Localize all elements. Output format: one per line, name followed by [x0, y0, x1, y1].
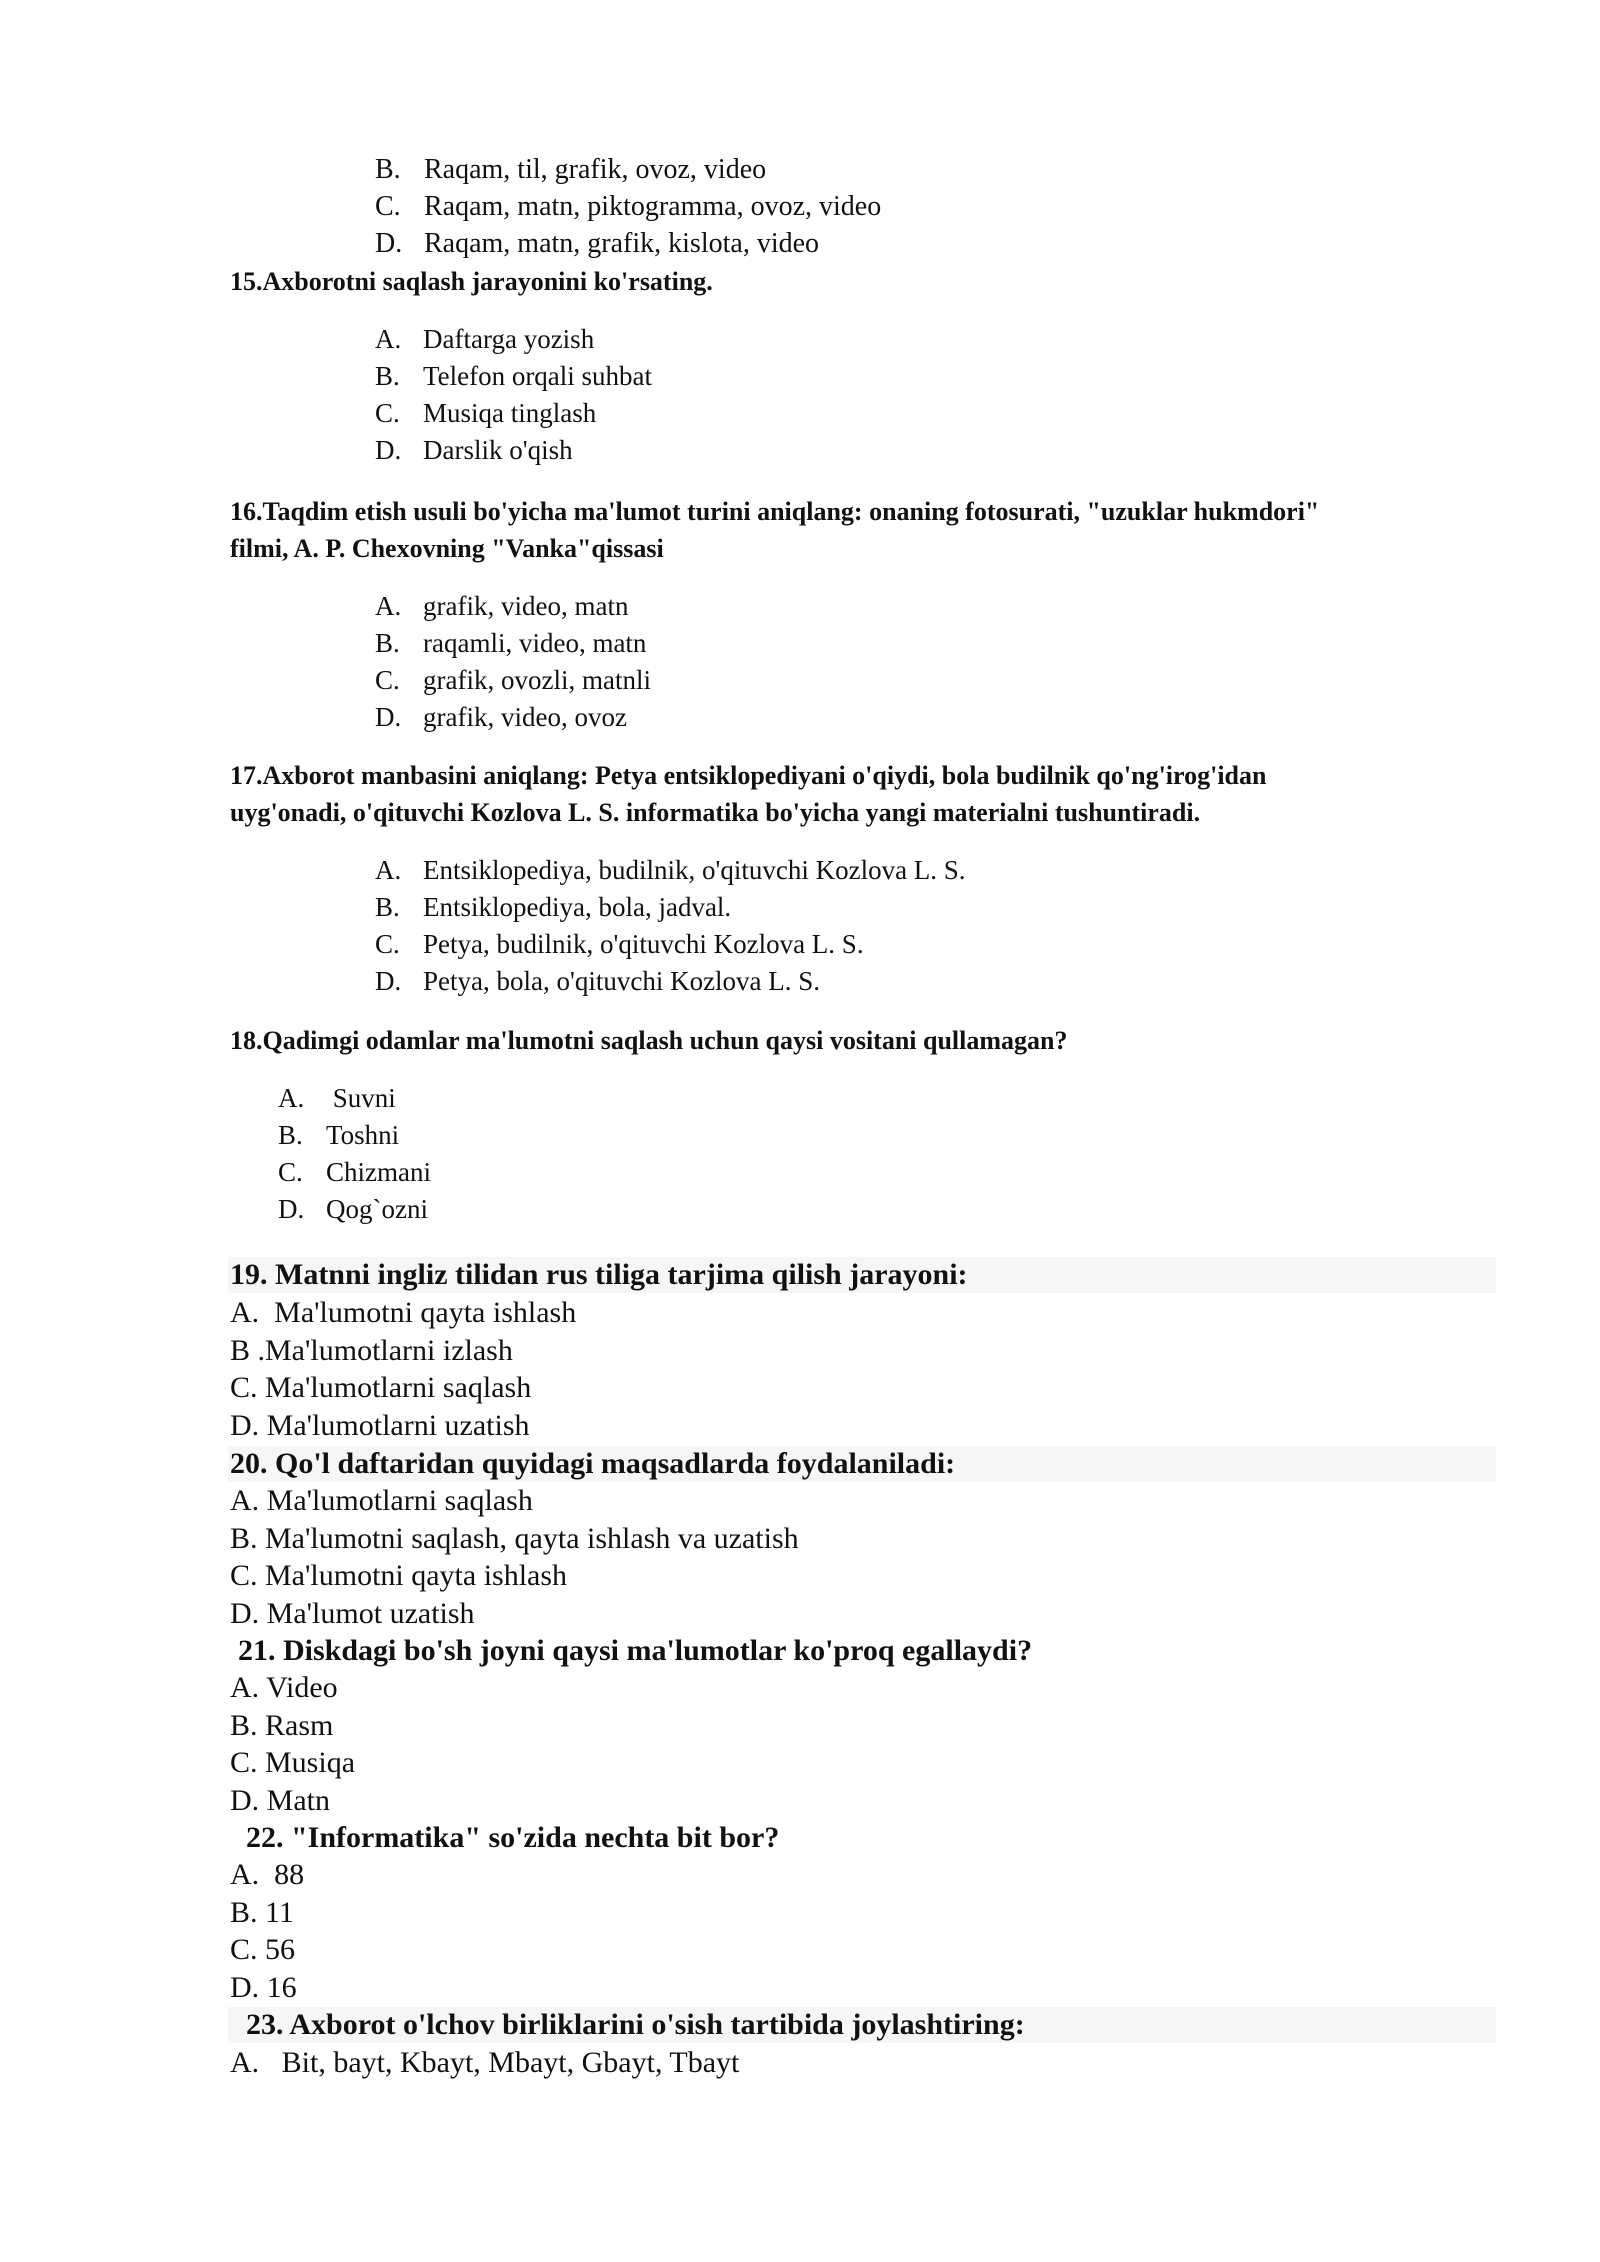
- option-letter: D.: [375, 702, 402, 732]
- q17-option-d: [375, 967, 820, 997]
- q17-question-line2: uyg'onadi, o'qituvchi Kozlova L. S. informatika bo'yicha yangi materialni tushuntiradi.: [230, 798, 1201, 827]
- option-text: Qog`ozni: [326, 1194, 428, 1224]
- q21-question: 21. Diskdagi bo'sh joyni qaysi ma'lumotlar ko'proq egallaydi?: [238, 1634, 1033, 1667]
- q15-option-d: [375, 436, 573, 466]
- option-text: Entsiklopediya, bola, jadval.: [423, 892, 732, 922]
- q19-question: 19. Matnni ingliz tilidan rus tiliga tarjima qilish jarayoni:: [230, 1258, 968, 1291]
- option-text: Raqam, til, grafik, ovoz, video: [424, 154, 767, 185]
- q21-option-c: C. Musiqa: [230, 1746, 356, 1779]
- option-text: Petya, bola, o'qituvchi Kozlova L. S.: [423, 966, 821, 996]
- q21-option-d: D. Matn: [230, 1784, 330, 1817]
- q23-question: 23. Axborot o'lchov birliklarini o'sish tartibida joylashtiring:: [246, 2008, 1025, 2041]
- option-letter: C.: [375, 929, 400, 959]
- option-text: Petya, budilnik, o'qituvchi Kozlova L. S.: [423, 929, 864, 959]
- q14-option-b: [375, 155, 766, 186]
- option-text: Musiqa tinglash: [423, 398, 597, 428]
- option-text: raqamli, video, matn: [423, 628, 647, 658]
- q15-question: 15.Axborotni saqlash jarayonini ko'rsating.: [230, 267, 713, 296]
- option-letter: A.: [278, 1083, 305, 1113]
- q17-option-c: [375, 930, 864, 960]
- option-text: Toshni: [326, 1120, 400, 1150]
- q22-option-c: C. 56: [230, 1933, 296, 1966]
- q18-option-d: [278, 1195, 428, 1225]
- q18-option-b: [278, 1121, 399, 1151]
- option-letter: C.: [278, 1157, 303, 1187]
- q15-option-a: [375, 325, 594, 355]
- option-letter: C.: [375, 191, 401, 222]
- option-text: Entsiklopediya, budilnik, o'qituvchi Kozlova L. S.: [423, 855, 966, 885]
- q17-option-b: [375, 893, 731, 923]
- option-letter: D.: [375, 435, 402, 465]
- option-letter: B.: [375, 361, 400, 391]
- option-letter: B.: [278, 1120, 303, 1150]
- q17-option-a: [375, 856, 966, 886]
- q16-option-d: [375, 703, 627, 733]
- q16-question-line1: 16.Taqdim etish usuli bo'yicha ma'lumot turini aniqlang: onaning fotosurati, "uzuklar hukmdori": [230, 497, 1320, 526]
- option-letter: A.: [375, 591, 402, 621]
- option-text: Chizmani: [326, 1157, 431, 1187]
- option-text: Daftarga yozish: [423, 324, 595, 354]
- q18-question: 18.Qadimgi odamlar ma'lumotni saqlash uchun qaysi vositani qullamagan?: [230, 1026, 1068, 1055]
- option-text: Telefon orqali suhbat: [423, 361, 653, 391]
- q15-option-c: [375, 399, 596, 429]
- q14-option-d: [375, 229, 819, 260]
- q20-option-c: C. Ma'lumotni qayta ishlash: [230, 1559, 568, 1592]
- q16-option-b: [375, 629, 646, 659]
- q20-option-b: B. Ma'lumotni saqlash, qayta ishlash va uzatish: [230, 1522, 799, 1555]
- q19-option-d: D. Ma'lumotlarni uzatish: [230, 1409, 530, 1442]
- option-text: grafik, ovozli, matnli: [423, 665, 651, 695]
- q18-option-a: [278, 1084, 396, 1114]
- q20-option-a: A. Ma'lumotlarni saqlash: [230, 1484, 533, 1517]
- option-text: Darslik o'qish: [423, 435, 573, 465]
- option-letter: A.: [375, 855, 402, 885]
- q19-option-c: C. Ma'lumotlarni saqlash: [230, 1371, 532, 1404]
- q16-option-a: [375, 592, 628, 622]
- q22-option-b: B. 11: [230, 1896, 294, 1929]
- option-letter: D.: [375, 966, 402, 996]
- q16-question-line2: filmi, A. P. Chexovning "Vanka"qissasi: [230, 534, 664, 563]
- option-text: Raqam, matn, grafik, kislota, video: [424, 228, 820, 259]
- option-letter: B.: [375, 628, 400, 658]
- option-letter: C.: [375, 398, 400, 428]
- q16-option-c: [375, 666, 651, 696]
- q15-option-b: [375, 362, 652, 392]
- option-letter: D.: [278, 1194, 305, 1224]
- q21-option-b: B. Rasm: [230, 1709, 334, 1742]
- q23-option-a: A. Bit, bayt, Kbayt, Mbayt, Gbayt, Tbayt: [230, 2046, 740, 2079]
- q14-option-c: [375, 192, 881, 223]
- option-letter: B.: [375, 154, 401, 185]
- q21-option-a: A. Video: [230, 1671, 338, 1704]
- option-letter: D.: [375, 228, 403, 259]
- option-text: Suvni: [326, 1083, 396, 1113]
- option-text: grafik, video, ovoz: [423, 702, 627, 732]
- option-letter: B.: [375, 892, 400, 922]
- q20-option-d: D. Ma'lumot uzatish: [230, 1597, 475, 1630]
- option-text: Raqam, matn, piktogramma, ovoz, video: [424, 191, 882, 222]
- q18-option-c: [278, 1158, 431, 1188]
- option-letter: A.: [375, 324, 402, 354]
- option-letter: C.: [375, 665, 400, 695]
- q22-option-a: A. 88: [230, 1858, 305, 1891]
- q19-option-a: A. Ma'lumotni qayta ishlash: [230, 1296, 577, 1329]
- q22-question: 22. "Informatika" so'zida nechta bit bor?: [246, 1821, 780, 1854]
- option-text: grafik, video, matn: [423, 591, 629, 621]
- q20-question: 20. Qo'l daftaridan quyidagi maqsadlarda foydalaniladi:: [230, 1447, 956, 1480]
- q19-option-b: B .Ma'lumotlarni izlash: [230, 1334, 513, 1367]
- q22-option-d: D. 16: [230, 1971, 297, 2004]
- q17-question-line1: 17.Axborot manbasini aniqlang: Petya entsiklopediyani o'qiydi, bola budilnik qo'ng'irog'idan: [230, 761, 1267, 790]
